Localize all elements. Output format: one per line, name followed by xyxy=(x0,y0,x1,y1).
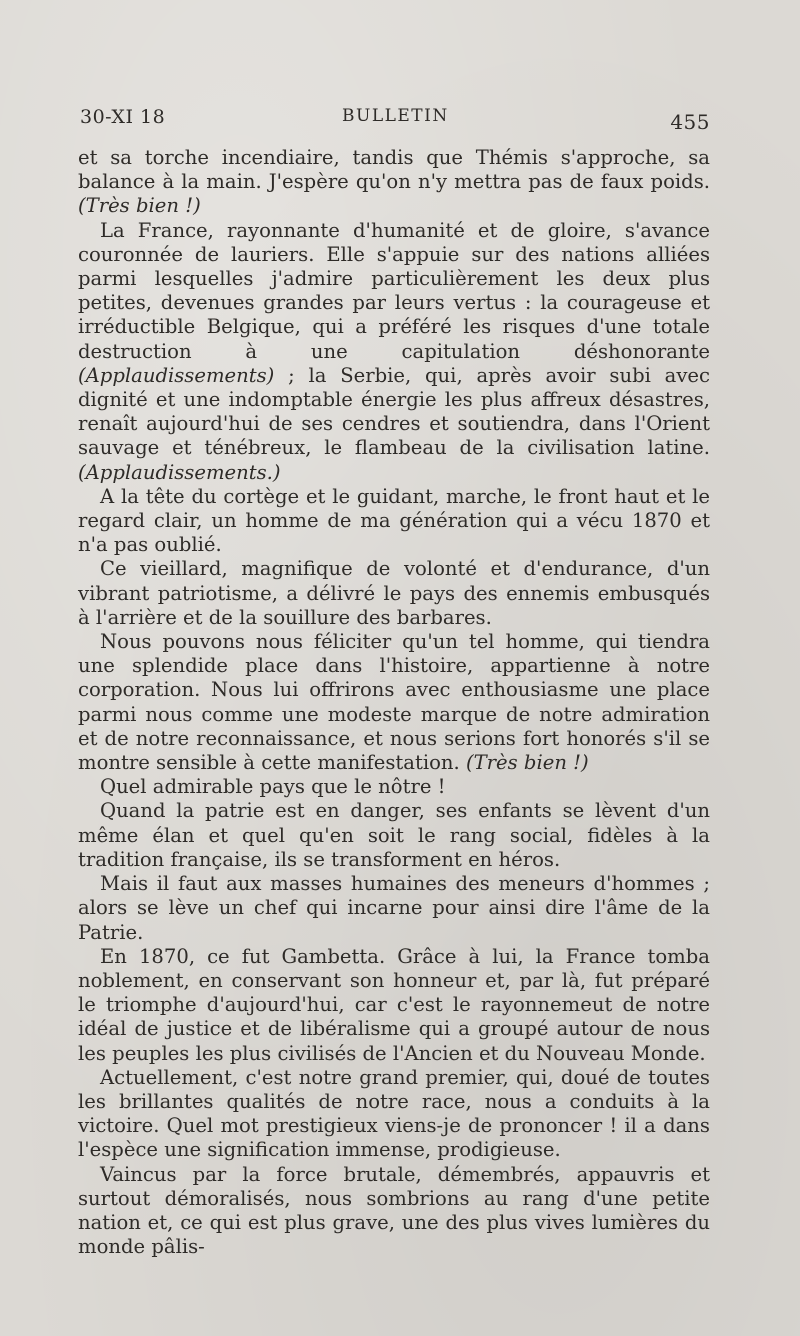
paragraph xyxy=(78,872,710,945)
paragraph-text: La France, rayonnante d'humanité et de gloire, s'avance couronnée de lauriers. Elle s'appuie sur des nations alliées parmi lesquelles j'admire particulièrement les deux plus petites, devenues grandes par leurs vertus : la courageuse et irréductible Belgique, qui a préféré les risques d'une totale destruction à une capitulation déshonorante xyxy=(78,218,710,363)
paragraph xyxy=(78,1163,710,1260)
italic-remark: (Très bien !) xyxy=(78,194,201,218)
paragraph xyxy=(78,775,710,799)
paragraph-text: Nous pouvons nous féliciter qu'un tel homme, qui tiendra une splendide place dans l'histoire, appartienne à notre corporation. Nous lui offrirons avec enthousiasme une place parmi nous comme une modeste marque de notre admiration et de notre reconnaissance, et nous serions fort honorés s'il se montre sensible à cette manifestation. xyxy=(78,630,710,775)
paragraph xyxy=(78,1066,710,1163)
paragraph-text: Quel admirable pays que le nôtre ! xyxy=(100,775,446,799)
paragraph-text: A la tête du cortège et le guidant, marche, le front haut et le regard clair, un homme de ma génération qui a vécu 1870 et n'a pas oublié. xyxy=(78,484,710,557)
paragraph xyxy=(78,630,710,775)
paragraph-text: et sa torche incendiaire, tandis que Thémis s'approche, sa balance à la main. J'espère qu'on n'y mettra pas de faux poids. xyxy=(78,146,710,194)
paragraph xyxy=(78,219,710,485)
paragraph xyxy=(78,146,710,219)
italic-remark: (Applaudissements) xyxy=(78,363,275,387)
italic-remark: (Applaudissements.) xyxy=(78,460,281,484)
italic-remark: (Très bien !) xyxy=(465,751,589,775)
paragraph-text: Vaincus par la force brutale, démembrés, appauvris et surtout démoralisés, nous sombrions au rang d'une petite nation et, ce qui est plus grave, une des plus vives lumières du monde pâlis- xyxy=(78,1162,710,1259)
paragraph-text: Quand la patrie est en danger, ses enfants se lèvent d'un même élan et quel qu'en soit le rang social, fidèles à la tradition française, ils se transforment en héros. xyxy=(78,799,710,871)
header-title: BULLETIN xyxy=(342,106,449,126)
paragraph-text: Ce vieillard, magnifique de volonté et d'endurance, d'un vibrant patriotisme, a délivré le pays des ennemis embusqués à l'arrière et de la souillure des barbares. xyxy=(78,557,710,629)
paragraph-text: Mais il faut aux masses humaines des meneurs d'hommes ; alors se lève un chef qui incarne pour ainsi dire l'âme de la Patrie. xyxy=(78,872,710,944)
paragraph xyxy=(78,945,710,1066)
page-number: 455 xyxy=(670,110,710,134)
paragraph-text: En 1870, ce fut Gambetta. Grâce à lui, la France tomba noblement, en conservant son honneur et, par là, fut préparé le triomphe d'aujourd'hui, car c'est le rayonnemeut de notre idéal de justice et de libéralisme qui a groupé autour de nous les peuples les plus civilisés de l'Ancien et du Nouveau Monde. xyxy=(78,944,710,1065)
paragraph-text: ; la Serbie, qui, après avoir subi avec dignité et une indomptable énergie les plus affreux désastres, renaît aujourd'hui de ses cendres et soutiendra, dans l'Orient sauvage et ténébreux, le flambeau de la civilisation latine. xyxy=(78,363,710,460)
running-head xyxy=(80,106,710,136)
body-text xyxy=(78,146,710,1259)
header-date: 30-XI 18 xyxy=(80,106,166,128)
paragraph xyxy=(78,799,710,872)
paragraph-text: Actuellement, c'est notre grand premier, qui, doué de toutes les brillantes qualités de notre race, nous a conduits à la victoire. Quel mot prestigieux viens-je de prononcer ! il a dans l'espèce une signification immense, prodigieuse. xyxy=(78,1065,710,1162)
paragraph xyxy=(78,557,710,630)
paragraph xyxy=(78,485,710,558)
